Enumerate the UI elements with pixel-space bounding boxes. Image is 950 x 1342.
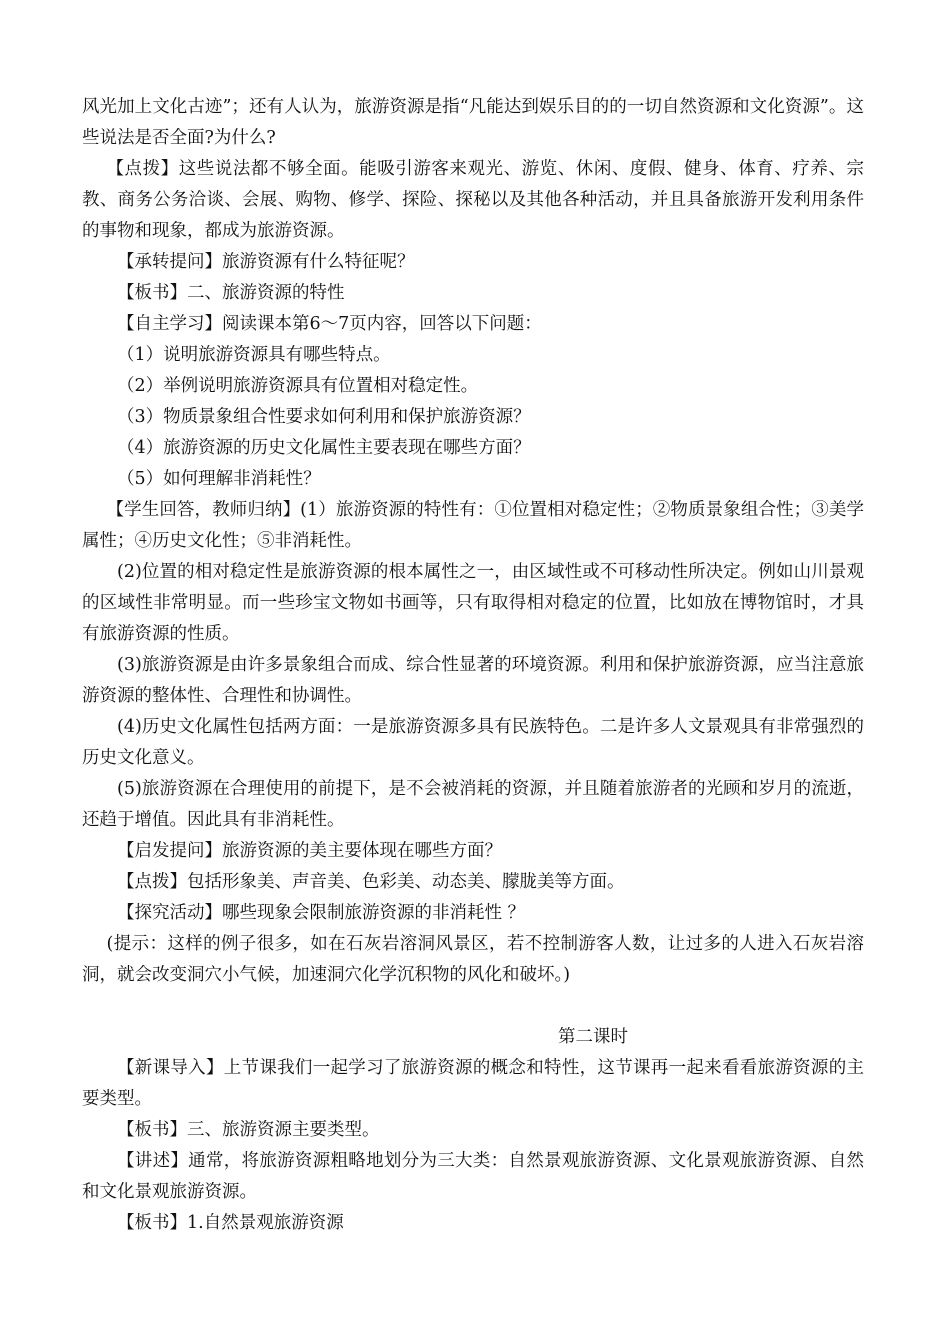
paragraph: 【新课导入】上节课我们一起学习了旅游资源的概念和特性，这节课再一起来看看旅游资源的主要类型。 — [82, 1058, 864, 1109]
paragraph: （3）物质景象组合性要求如何利用和保护旅游资源？ — [117, 407, 531, 427]
paragraph: （1）说明旅游资源具有哪些特点。 — [117, 345, 391, 365]
paragraph: 风光加上文化古迹”；还有人认为，旅游资源是指“凡能达到娱乐目的的一切自然资源和文化资源”。这些说法是否全面?为什么? — [82, 97, 864, 148]
spacer — [82, 991, 864, 1022]
paragraph: 【板书】二、旅游资源的特性 — [117, 283, 345, 303]
paragraph: 【点拨】这些说法都不够全面。能吸引游客来观光、游览、休闲、度假、健身、体育、疗养、宗教、商务公务洽谈、会展、购物、修学、探险、探秘以及其他各种活动，并且具备旅游开发利用条件的事物和现象，都成为旅游资源。 — [82, 159, 864, 241]
paragraph: 【学生回答，教师归纳】(1）旅游资源的特性有：①位置相对稳定性；②物质景象组合性；③美学属性；④历史文化性；⑤非消耗性。 — [82, 500, 864, 551]
paragraph: 【承转提问】旅游资源有什么特征呢？ — [117, 252, 415, 272]
paragraph: （2）举例说明旅游资源具有位置相对稳定性。 — [117, 376, 479, 396]
paragraph: (5)旅游资源在合理使用的前提下，是不会被消耗的资源，并且随着旅游者的光顾和岁月的流逝，还趋于增值。因此具有非消耗性。 — [82, 779, 864, 830]
document-page — [82, 92, 864, 1239]
paragraph: （5）如何理解非消耗性？ — [117, 469, 321, 489]
paragraph: 【板书】三、旅游资源主要类型。 — [117, 1120, 380, 1140]
paragraph: 【板书】1.自然景观旅游资源 — [117, 1213, 344, 1233]
paragraph: (4)历史文化属性包括两方面：一是旅游资源多具有民族特色。二是许多人文景观具有非常强烈的历史文化意义。 — [82, 717, 864, 768]
paragraph: (3)旅游资源是由许多景象组合而成、综合性显著的环境资源。利用和保护旅游资源，应当注意旅游资源的整体性、合理性和协调性。 — [82, 655, 864, 706]
paragraph: 【讲述】通常，将旅游资源粗略地划分为三大类：自然景观旅游资源、文化景观旅游资源、自然和文化景观旅游资源。 — [82, 1151, 864, 1202]
text-section-1 — [82, 92, 864, 991]
paragraph: 【自主学习】阅读课本第6～7页内容，回答以下问题： — [117, 314, 542, 334]
section-title: 第二课时 — [558, 1027, 628, 1047]
paragraph: 【启发提问】旅游资源的美主要体现在哪些方面？ — [117, 841, 502, 861]
paragraph: 【点拨】包括形象美、声音美、色彩美、动态美、朦胧美等方面。 — [117, 872, 625, 892]
paragraph: （4）旅游资源的历史文化属性主要表现在哪些方面？ — [117, 438, 531, 458]
paragraph: (2)位置的相对稳定性是旅游资源的根本属性之一，由区域性或不可移动性所决定。例如山川景观的区域性非常明显。而一些珍宝文物如书画等，只有取得相对稳定的位置，比如放在博物馆时，才具有旅游资源的性质。 — [82, 562, 864, 644]
paragraph: (提示：这样的例子很多，如在石灰岩溶洞风景区，若不控制游客人数，让过多的人进入石灰岩溶洞，就会改变洞穴小气候，加速洞穴化学沉积物的风化和破坏。) — [82, 934, 864, 985]
text-section-2 — [82, 1053, 864, 1239]
paragraph: 【探究活动】哪些现象会限制旅游资源的非消耗性 ？ — [117, 903, 526, 923]
